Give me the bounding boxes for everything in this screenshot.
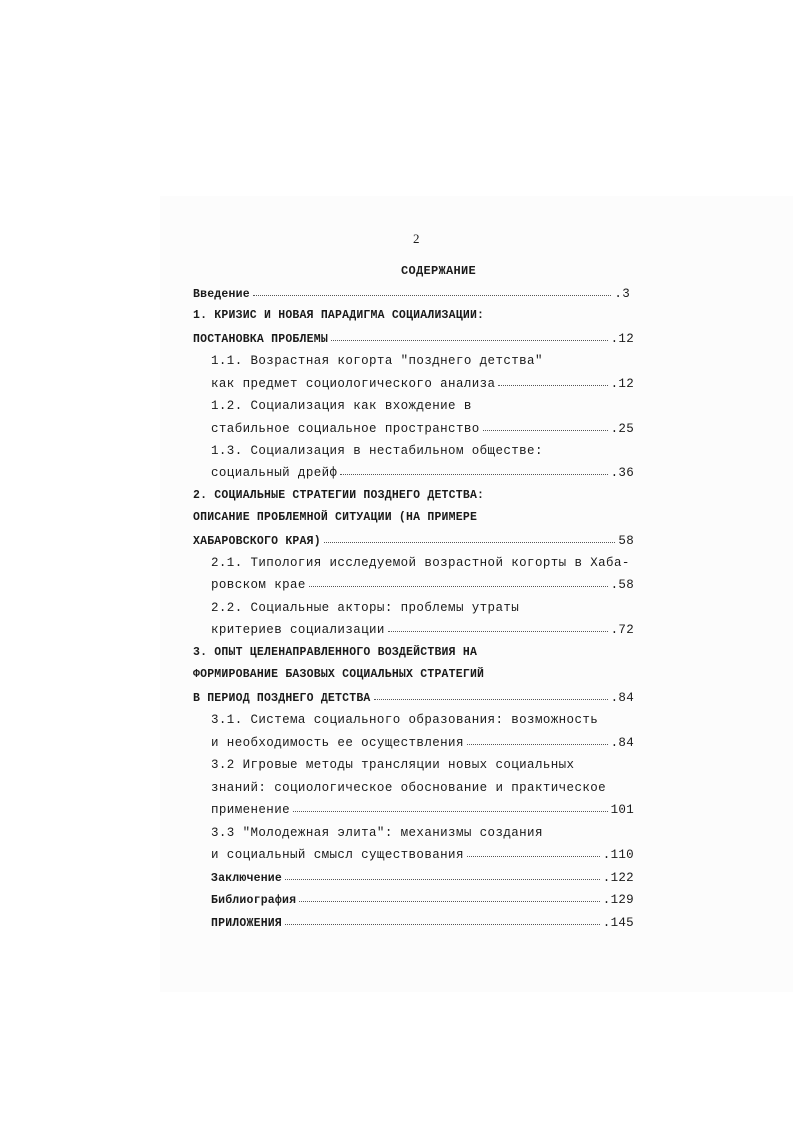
dot-leader [285,915,600,925]
toc-entry-text: ровском крае [211,578,306,592]
toc-entry-text: 2. СОЦИАЛЬНЫЕ СТРАТЕГИИ ПОЗДНЕГО ДЕТСТВА: [193,489,485,502]
toc-section-1-3-line1 [211,444,543,464]
dot-leader [293,802,608,812]
dot-leader [374,690,608,700]
toc-section-3-1-line1 [211,713,598,733]
toc-entry-text: 1. КРИЗИС И НОВАЯ ПАРАДИГМА СОЦИАЛИЗАЦИИ: [193,309,485,322]
toc-entry-text: применение [211,803,291,817]
dot-leader [467,735,608,745]
toc-entry-text: и необходимость ее осуществления [211,736,464,750]
toc-entry-text: 1.2. Социализация как вхождение в [211,399,472,413]
dot-leader [309,577,608,587]
toc-section-3-2-line1 [211,758,574,778]
toc-section-1-2-line1 [211,399,472,419]
dot-leader [388,622,608,632]
toc-section-1-2 [211,422,634,442]
dot-leader [253,286,612,296]
toc-entry-page: .122 [602,871,634,885]
toc-entry-text: ПОСТАНОВКА ПРОБЛЕМЫ [193,333,328,346]
toc-entry-text: 3.1. Система социального образования: возможность [211,713,599,727]
toc-entry-page: .58 [610,578,634,592]
toc-section-3-2-line2 [211,781,606,801]
toc-entry-text: Введение [193,288,250,301]
toc-entry-text: стабильное социальное пространство [211,422,480,436]
toc-entry-text: ПРИЛОЖЕНИЯ [211,917,283,930]
toc-entry-page: .110 [602,848,634,862]
toc-entry-text: 2.1. Типология исследуемой возрастной когорты в Хаба- [211,556,630,570]
toc-entry-text: Заключение [211,872,283,885]
toc-entry-bibliography [211,893,634,913]
toc-chapter-1 [193,332,634,352]
toc-entry-page: .3 [614,287,630,301]
toc-entry-conclusion [211,871,634,891]
toc-entry-page: 101 [610,803,634,817]
dot-leader [331,331,608,341]
toc-entry-text: 3.2 Игровые методы трансляции новых социальных [211,758,575,772]
toc-section-2-2 [211,623,634,643]
toc-entry-page: .84 [610,691,634,705]
toc-chapter-2-heading-line1 [193,489,484,509]
toc-section-2-1-line1 [211,556,630,576]
toc-section-3-3 [211,848,634,868]
toc-entry-text: 2.2. Социальные акторы: проблемы утраты [211,601,520,615]
toc-entry-text: как предмет социологического анализа [211,377,496,391]
toc-entry-text: ОПИСАНИЕ ПРОБЛЕМНОЙ СИТУАЦИИ (НА ПРИМЕРЕ [193,511,478,524]
dot-leader [467,847,600,857]
dot-leader [285,870,600,880]
toc-section-3-3-line1 [211,826,543,846]
toc-entry-page: .36 [610,466,634,480]
toc-chapter-3 [193,691,634,711]
dot-leader [340,465,607,475]
toc-chapter-1-heading [193,309,484,329]
toc-entry-page: .129 [602,893,634,907]
toc-section-2-2-line1 [211,601,519,621]
toc-entry-page: .12 [610,377,634,391]
toc-entry-page: .145 [602,916,634,930]
toc-section-1-3 [211,466,634,486]
toc-section-2-1 [211,578,634,598]
dot-leader [483,421,608,431]
toc-entry-text: и социальный смысл существования [211,848,464,862]
toc-entry-text: социальный дрейф [211,466,338,480]
toc-entry-text: знаний: социологическое обоснование и практическое [211,781,607,795]
toc-chapter-3-heading-line1 [193,646,477,666]
toc-chapter-3-heading-line2 [193,668,484,688]
toc-section-1-1-line1 [211,354,543,374]
toc-entry-text: критериев социализации [211,623,385,637]
toc-entry-text: Библиография [211,894,297,907]
toc-entry-text: 1.3. Социализация в нестабильном обществе: [211,444,543,458]
toc-entry-page: .84 [610,736,634,750]
toc-entry-page: .12 [610,332,634,346]
toc-chapter-2 [193,534,634,554]
toc-entry-text: ФОРМИРОВАНИЕ БАЗОВЫХ СОЦИАЛЬНЫХ СТРАТЕГИЙ [193,668,485,681]
dot-leader [324,533,616,543]
toc-entry-appendices [211,916,634,936]
toc-entry-introduction [193,287,630,307]
dot-leader [498,376,607,386]
dot-leader [299,892,600,902]
toc-entry-page: .72 [610,623,634,637]
page-number: 2 [413,231,420,246]
toc-entry-text: 3.3 "Молодежная элита": механизмы создания [211,826,543,840]
toc-section-1-1 [211,377,634,397]
toc-section-3-1 [211,736,634,756]
toc-title: СОДЕРЖАНИЕ [400,264,476,278]
toc-entry-text: 1.1. Возрастная когорта "позднего детства" [211,354,543,368]
toc-entry-text: 3. ОПЫТ ЦЕЛЕНАПРАВЛЕННОГО ВОЗДЕЙСТВИЯ НА [193,646,478,659]
toc-section-3-2 [211,803,634,823]
toc-entry-text: В ПЕРИОД ПОЗДНЕГО ДЕТСТВА [193,692,371,705]
toc-entry-text: ХАБАРОВСКОГО КРАЯ) [193,535,321,548]
toc-entry-page: 58 [618,534,634,548]
toc-entry-page: .25 [610,422,634,436]
toc-chapter-2-heading-line2 [193,511,477,531]
